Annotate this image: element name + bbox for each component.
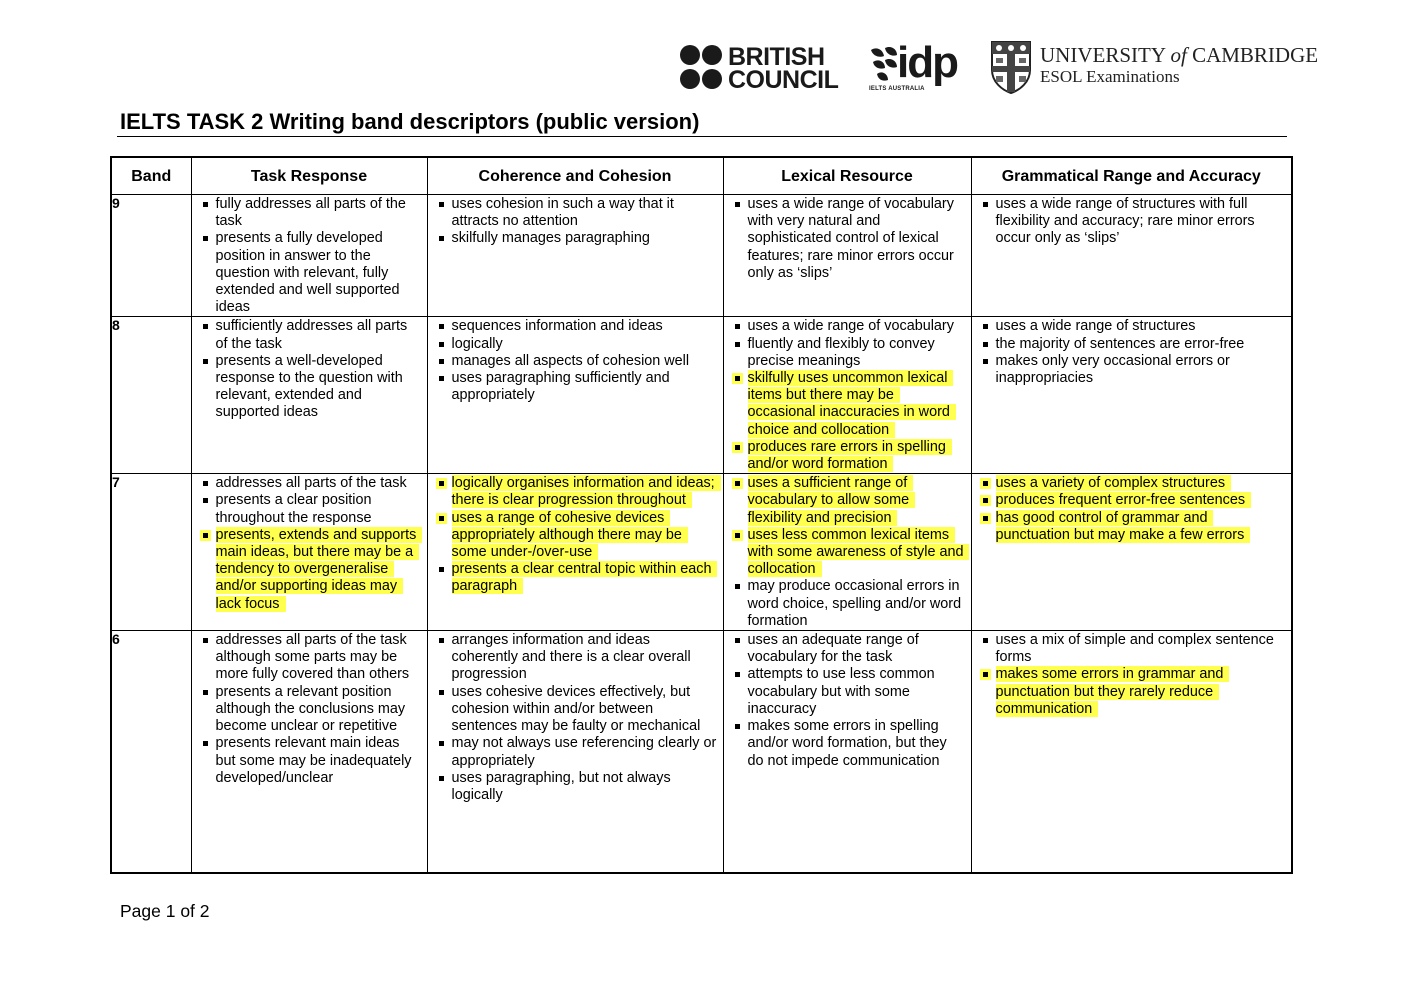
descriptor-item: may not always use referencing clearly or appropriately xyxy=(428,735,717,769)
band-number: 9 xyxy=(111,195,191,317)
table-row xyxy=(111,631,1292,873)
descriptor-item: uses a wide range of structures xyxy=(972,318,1286,335)
grammar-cell xyxy=(971,317,1292,474)
band-number: 8 xyxy=(111,317,191,474)
table-row xyxy=(111,317,1292,474)
british-council-wordmark: BRITISH COUNCIL xyxy=(728,43,839,94)
lexical-cell xyxy=(723,195,971,317)
descriptor-item-highlighted: has good control of grammar and punctuation but may make a few errors xyxy=(972,510,1286,544)
descriptor-item: sufficiently addresses all parts of the task xyxy=(192,318,421,352)
descriptor-item: presents a relevant position although the conclusions may become unclear or repetitive xyxy=(192,684,421,736)
descriptor-item: uses a mix of simple and complex sentence forms xyxy=(972,632,1286,666)
task-response-cell xyxy=(191,474,427,631)
descriptor-item-highlighted: makes some errors in grammar and punctuation but they rarely reduce communication xyxy=(972,666,1286,718)
coherence-cell xyxy=(427,631,723,873)
descriptor-item: uses a wide range of vocabulary xyxy=(724,318,965,335)
british-council-logo xyxy=(680,44,840,94)
descriptor-item: uses cohesive devices effectively, but cohesion within and/or between sentences may be faulty or mechanical xyxy=(428,684,717,736)
descriptor-item: presents relevant main ideas but some may be inadequately developed/unclear xyxy=(192,735,421,787)
descriptor-item: presents a clear position throughout the response xyxy=(192,492,421,526)
grammar-cell xyxy=(971,631,1292,873)
task-response-cell xyxy=(191,317,427,474)
header-lexical-resource: Lexical Resource xyxy=(723,157,971,195)
idp-subtitle: IELTS AUSTRALIA xyxy=(869,86,925,92)
descriptor-item: uses paragraphing, but not always logically xyxy=(428,770,717,804)
table-row xyxy=(111,195,1292,317)
descriptor-item-highlighted: uses a variety of complex structures xyxy=(972,475,1286,492)
descriptor-item-highlighted: presents, extends and supports main ideas, but there may be a tendency to overgeneralise and/or supporting ideas may lack focus xyxy=(192,527,421,613)
task-response-cell xyxy=(191,631,427,873)
band-number: 7 xyxy=(111,474,191,631)
british-council-dots xyxy=(680,45,724,91)
descriptor-item-highlighted: uses a range of cohesive devices appropriately although there may be some under-/over-use xyxy=(428,510,717,562)
lexical-cell xyxy=(723,631,971,873)
descriptor-item-highlighted: presents a clear central topic within each paragraph xyxy=(428,561,717,595)
descriptor-item: presents a fully developed position in answer to the question with relevant, fully extended and well supported ideas xyxy=(192,230,421,316)
descriptor-item-highlighted: uses a sufficient range of vocabulary to allow some flexibility and precision xyxy=(724,475,965,527)
descriptor-item: makes some errors in spelling and/or word formation, but they do not impede communication xyxy=(724,718,965,770)
document-title: IELTS TASK 2 Writing band descriptors (public version) xyxy=(120,109,700,134)
descriptor-item: fluently and flexibly to convey precise meanings xyxy=(724,336,965,370)
descriptor-item-highlighted: uses less common lexical items with some awareness of style and collocation xyxy=(724,527,965,579)
lexical-cell xyxy=(723,317,971,474)
descriptor-item: manages all aspects of cohesion well xyxy=(428,353,717,370)
header-task-response: Task Response xyxy=(191,157,427,195)
descriptor-item: sequences information and ideas xyxy=(428,318,717,335)
cambridge-shield-icon xyxy=(990,40,1032,94)
cambridge-esol-line: ESOL Examinations xyxy=(1040,67,1180,86)
descriptor-item: addresses all parts of the task although some parts may be more fully covered than others xyxy=(192,632,421,684)
descriptor-item: skilfully manages paragraphing xyxy=(428,230,717,247)
descriptor-item: uses paragraphing sufficiently and appropriately xyxy=(428,370,717,404)
grammar-cell xyxy=(971,474,1292,631)
descriptor-item: the majority of sentences are error-free xyxy=(972,336,1286,353)
lexical-cell xyxy=(723,474,971,631)
descriptor-item-highlighted: logically organises information and ideas; there is clear progression throughout xyxy=(428,475,717,509)
header-band: Band xyxy=(111,157,191,195)
page-number: Page 1 of 2 xyxy=(120,901,210,921)
descriptor-item: uses a wide range of structures with full flexibility and accuracy; rare minor errors occur only as ‘slips’ xyxy=(972,196,1286,248)
coherence-cell xyxy=(427,195,723,317)
descriptor-item: logically xyxy=(428,336,717,353)
descriptor-item-highlighted: produces rare errors in spelling and/or word formation xyxy=(724,439,965,473)
descriptor-item: attempts to use less common vocabulary but with some inaccuracy xyxy=(724,666,965,718)
task-response-cell xyxy=(191,195,427,317)
descriptor-item: arranges information and ideas coherently and there is a clear overall progression xyxy=(428,632,717,684)
descriptor-item: may produce occasional errors in word choice, spelling and/or word formation xyxy=(724,578,965,630)
idp-wordmark: idp xyxy=(897,38,957,87)
idp-logo xyxy=(867,38,962,96)
idp-leaf-icon xyxy=(867,46,901,86)
coherence-cell xyxy=(427,317,723,474)
title-underline xyxy=(117,136,1287,137)
descriptor-item: uses an adequate range of vocabulary for the task xyxy=(724,632,965,666)
descriptor-item: makes only very occasional errors or inappropriacies xyxy=(972,353,1286,387)
table-header-row xyxy=(111,157,1292,195)
descriptor-item: uses cohesion in such a way that it attracts no attention xyxy=(428,196,717,230)
header-grammatical-range: Grammatical Range and Accuracy xyxy=(971,157,1292,195)
table-row xyxy=(111,474,1292,631)
descriptor-item-highlighted: skilfully uses uncommon lexical items but there may be occasional inaccuracies in word choice and collocation xyxy=(724,370,965,439)
logo-bar xyxy=(680,38,1319,100)
descriptor-item-highlighted: produces frequent error-free sentences xyxy=(972,492,1286,509)
cambridge-university-line: UNIVERSITY of CAMBRIDGE xyxy=(1040,43,1319,67)
cambridge-logo xyxy=(990,40,1319,100)
descriptor-item: addresses all parts of the task xyxy=(192,475,421,492)
descriptor-item: fully addresses all parts of the task xyxy=(192,196,421,230)
coherence-cell xyxy=(427,474,723,631)
band-number: 6 xyxy=(111,631,191,873)
descriptor-item: presents a well-developed response to the question with relevant, extended and supported ideas xyxy=(192,353,421,422)
grammar-cell xyxy=(971,195,1292,317)
header-coherence-cohesion: Coherence and Cohesion xyxy=(427,157,723,195)
descriptor-item: uses a wide range of vocabulary with very natural and sophisticated control of lexical features; rare minor errors occur only as ‘slips’ xyxy=(724,196,965,282)
band-descriptor-table xyxy=(110,156,1293,874)
